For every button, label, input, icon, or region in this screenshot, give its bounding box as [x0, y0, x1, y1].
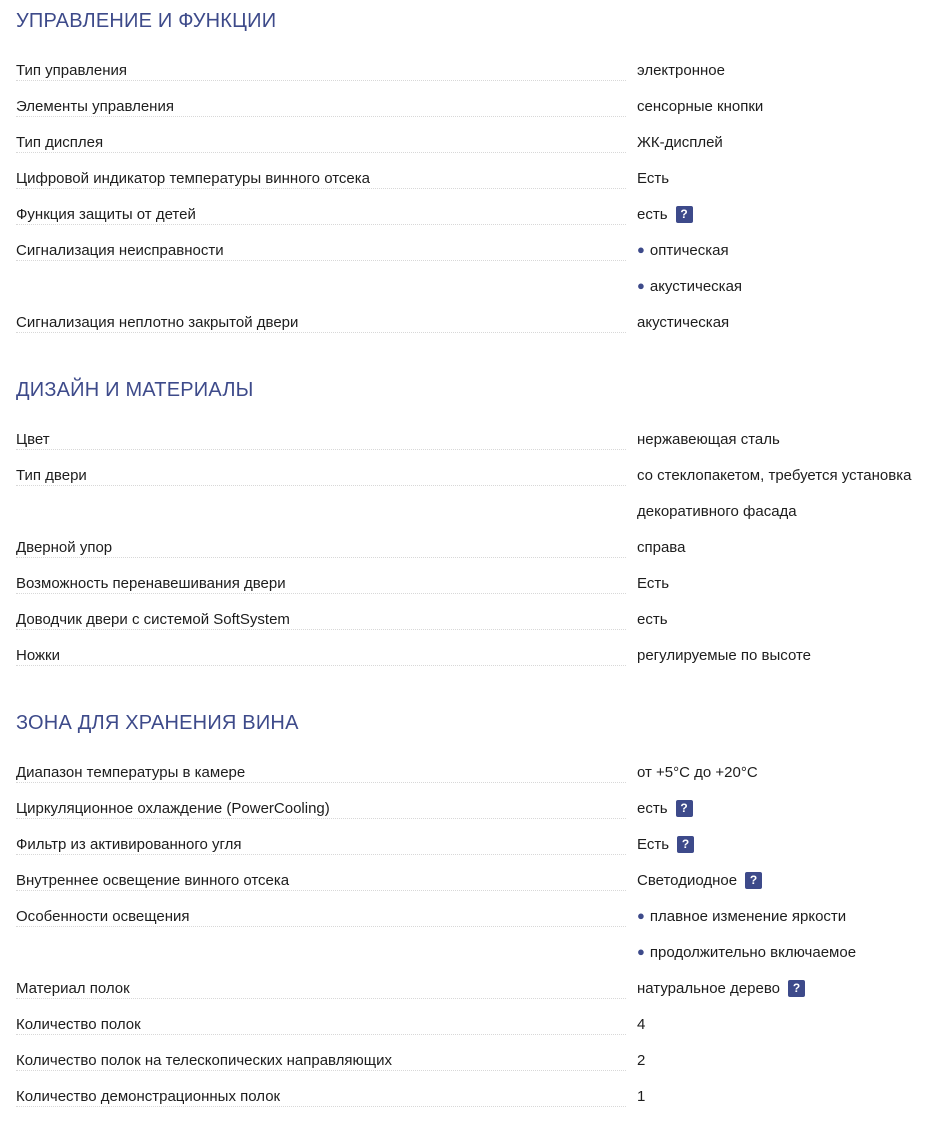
spec-value: [637, 314, 729, 331]
spec-value-text: от +5°C до +20°C: [637, 764, 758, 781]
spec-value-text: электронное: [637, 62, 725, 79]
dotted-leader: [16, 557, 626, 558]
spec-value: [637, 170, 669, 187]
dotted-leader: [16, 1106, 626, 1107]
spec-label: Функция защиты от детей: [16, 206, 202, 223]
spec-row: [16, 198, 936, 234]
spec-value-text: регулируемые по высоте: [637, 647, 812, 664]
dotted-leader: [16, 449, 626, 450]
section-title-wine-zone: ЗОНА ДЛЯ ХРАНЕНИЯ ВИНА: [16, 712, 299, 734]
dotted-leader: [16, 629, 626, 630]
dotted-leader: [16, 80, 626, 81]
spec-value: [637, 908, 846, 925]
spec-label: Циркуляционное охлаждение (PowerCooling): [16, 800, 336, 817]
spec-label: Фильтр из активированного угля: [16, 836, 248, 853]
spec-value-text: Есть: [637, 575, 670, 592]
bullet-icon: ●: [637, 944, 645, 959]
spec-value-text: акустическая: [637, 314, 730, 331]
spec-row: [16, 1008, 936, 1044]
spec-row: [16, 792, 936, 828]
dotted-leader: [16, 332, 626, 333]
spec-value-text: есть: [637, 206, 668, 223]
spec-row: [16, 423, 936, 459]
spec-value: [637, 134, 723, 151]
spec-value-text: акустическая: [649, 278, 743, 295]
spec-row: [16, 828, 936, 864]
spec-value: [637, 278, 742, 295]
dotted-leader: [16, 926, 626, 927]
spec-label: Тип управления: [16, 62, 133, 79]
spec-value: [637, 503, 797, 520]
spec-row: [16, 972, 936, 1008]
spec-value: [637, 575, 669, 592]
dotted-leader: [16, 998, 626, 999]
spec-value-text: сенсорные кнопки: [637, 98, 764, 115]
spec-value: [637, 62, 725, 79]
spec-row: [16, 90, 936, 126]
help-icon[interactable]: ?: [676, 206, 693, 223]
spec-label: Тип двери: [16, 467, 93, 484]
spec-row: [16, 900, 936, 936]
spec-value-text: Светодиодное: [637, 872, 738, 889]
spec-label: Цифровой индикатор температуры винного отсека: [16, 170, 376, 187]
dotted-leader: [16, 1070, 626, 1071]
spec-row: [16, 306, 936, 342]
spec-value-text: плавное изменение яркости: [649, 908, 847, 925]
spec-value-text: есть: [637, 800, 668, 817]
spec-label: Сигнализация неисправности: [16, 242, 230, 259]
spec-value-text: 4: [637, 1016, 646, 1033]
spec-value: [637, 944, 856, 961]
spec-label: Доводчик двери с системой SoftSystem: [16, 611, 296, 628]
spec-value: [637, 800, 693, 817]
dotted-leader: [16, 593, 626, 594]
spec-label: Количество полок на телескопических направляющих: [16, 1052, 398, 1069]
spec-value-text: ЖК-дисплей: [637, 134, 723, 151]
spec-row: [16, 1044, 936, 1080]
spec-value: [637, 611, 668, 628]
spec-label: Сигнализация неплотно закрытой двери: [16, 314, 304, 331]
spec-row: [16, 603, 936, 639]
dotted-leader: [16, 890, 626, 891]
spec-row: [16, 495, 936, 531]
spec-value: [637, 1016, 645, 1033]
spec-label: Ножки: [16, 647, 66, 664]
spec-value: [637, 206, 693, 223]
spec-value: [637, 467, 911, 484]
spec-row: [16, 1080, 936, 1116]
spec-value-text: со стеклопакетом, требуется установка: [637, 467, 912, 484]
spec-value: [637, 980, 805, 997]
spec-value-text: Есть: [637, 836, 670, 853]
dotted-leader: [16, 152, 626, 153]
dotted-leader: [16, 1034, 626, 1035]
section-title-design: ДИЗАЙН И МАТЕРИАЛЫ: [16, 379, 254, 401]
spec-row: [16, 270, 936, 306]
spec-value-text: нержавеющая сталь: [637, 431, 780, 448]
spec-row: [16, 756, 936, 792]
spec-label: Количество демонстрационных полок: [16, 1088, 286, 1105]
spec-value: [637, 836, 694, 853]
spec-value: [637, 1088, 645, 1105]
spec-row: [16, 459, 936, 495]
spec-value: [637, 98, 763, 115]
spec-value: [637, 1052, 645, 1069]
help-icon[interactable]: ?: [788, 980, 805, 997]
spec-value-text: продолжительно включаемое: [649, 944, 857, 961]
help-icon[interactable]: ?: [677, 836, 694, 853]
spec-label: Цвет: [16, 431, 56, 448]
bullet-icon: ●: [637, 278, 645, 293]
spec-value-text: натуральное дерево: [637, 980, 780, 997]
spec-label: Возможность перенавешивания двери: [16, 575, 292, 592]
spec-label: Элементы управления: [16, 98, 180, 115]
dotted-leader: [16, 116, 626, 117]
dotted-leader: [16, 854, 626, 855]
dotted-leader: [16, 224, 626, 225]
spec-row: [16, 162, 936, 198]
dotted-leader: [16, 818, 626, 819]
spec-label: Тип дисплея: [16, 134, 109, 151]
spec-row: [16, 567, 936, 603]
spec-row: [16, 234, 936, 270]
spec-value-text: 2: [637, 1052, 646, 1069]
dotted-leader: [16, 260, 626, 261]
spec-value: [637, 647, 811, 664]
bullet-icon: ●: [637, 908, 645, 923]
spec-value: [637, 431, 780, 448]
dotted-leader: [16, 665, 626, 666]
dotted-leader: [16, 485, 626, 486]
spec-label: Дверной упор: [16, 539, 118, 556]
spec-value: [637, 539, 685, 556]
spec-label: Материал полок: [16, 980, 136, 997]
spec-value-text: 1: [637, 1088, 646, 1105]
spec-label: Внутреннее освещение винного отсека: [16, 872, 295, 889]
spec-row: [16, 864, 936, 900]
spec-row: [16, 531, 936, 567]
spec-row: [16, 936, 936, 972]
spec-value-text: Есть: [637, 170, 670, 187]
spec-row: [16, 639, 936, 675]
spec-value: [637, 872, 762, 889]
dotted-leader: [16, 188, 626, 189]
spec-label: Особенности освещения: [16, 908, 196, 925]
help-icon[interactable]: ?: [676, 800, 693, 817]
spec-row: [16, 126, 936, 162]
spec-value-text: справа: [637, 539, 686, 556]
spec-value-text: есть: [637, 611, 668, 628]
bullet-icon: ●: [637, 242, 645, 257]
help-icon[interactable]: ?: [745, 872, 762, 889]
spec-label: Диапазон температуры в камере: [16, 764, 251, 781]
spec-value-text: оптическая: [649, 242, 729, 259]
spec-label: Количество полок: [16, 1016, 147, 1033]
dotted-leader: [16, 782, 626, 783]
spec-value-text: декоративного фасада: [637, 503, 797, 520]
section-title-controls: УПРАВЛЕНИЕ И ФУНКЦИИ: [16, 10, 277, 32]
spec-value: [637, 242, 729, 259]
spec-row: [16, 54, 936, 90]
spec-value: [637, 764, 758, 781]
